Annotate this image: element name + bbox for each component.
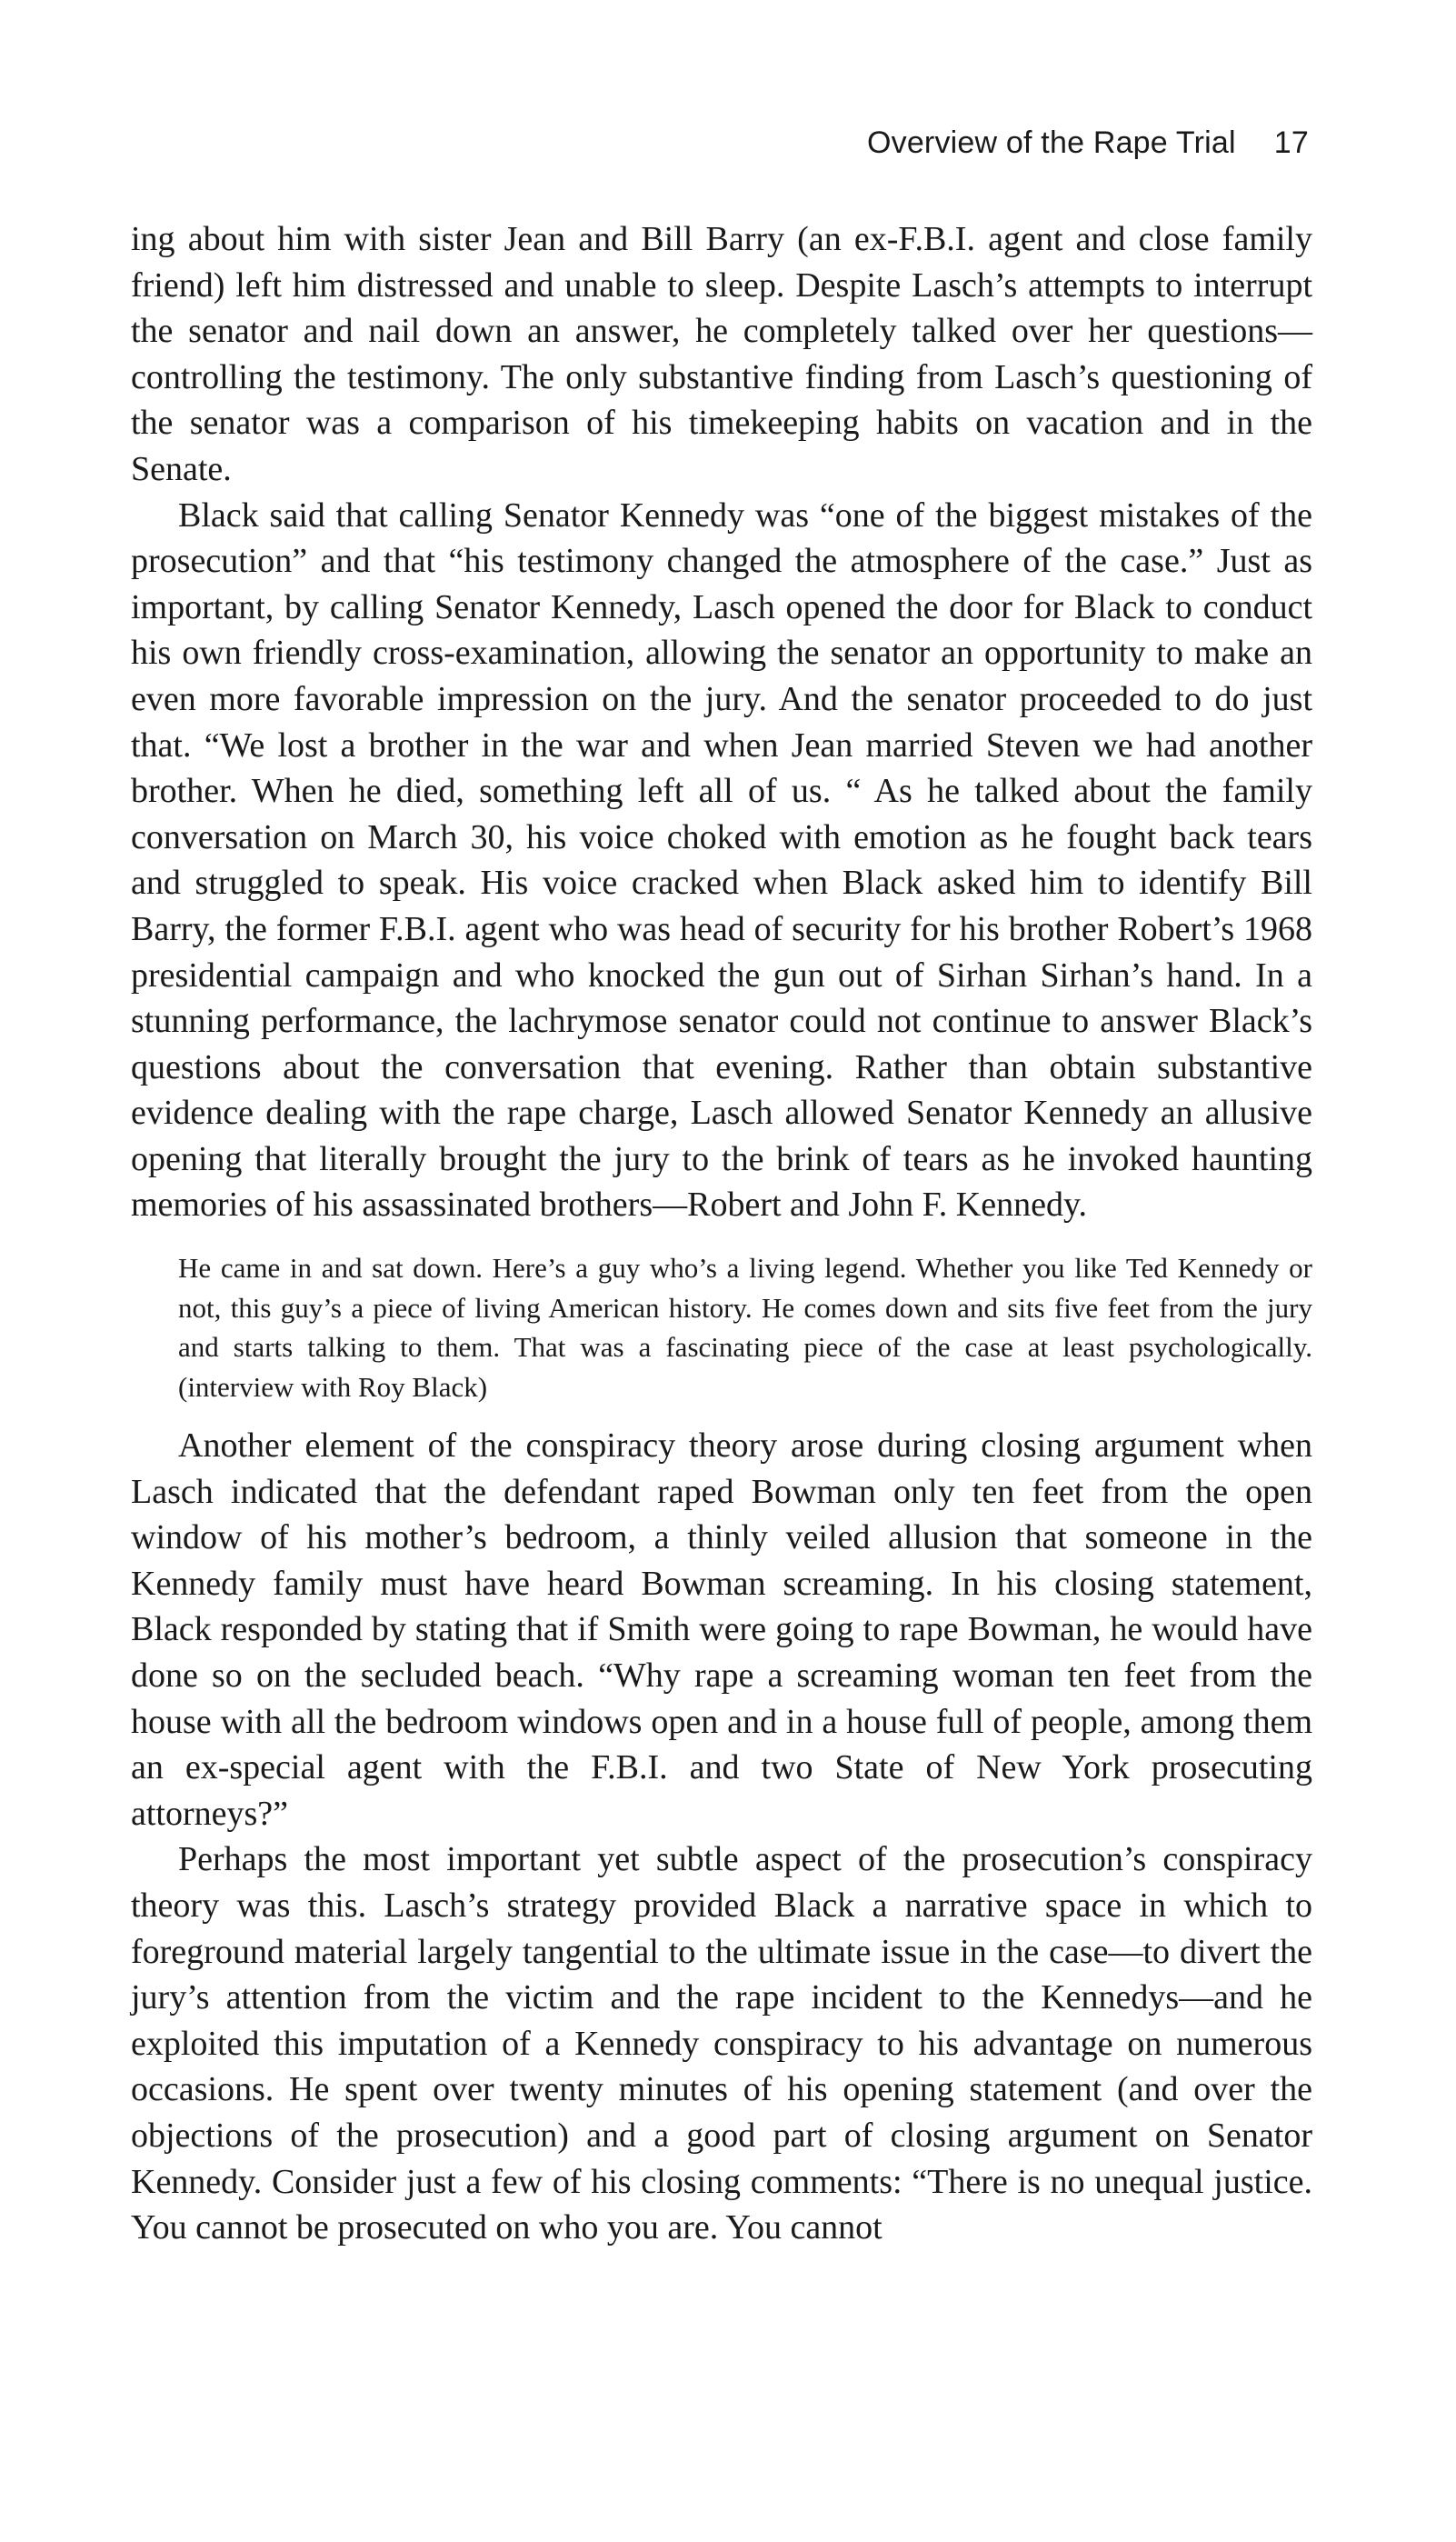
paragraph-conspiracy-theory: Perhaps the most important yet subtle aspect of the prosecution’s conspiracy theory was this. Lasch’s strategy provided Black a narrative space in which to foreground material largely tangential to the ultimate issue in the case—to divert the jury’s attention from the victim and the rape incident to the Kennedys—and he exploited this imputation of a Kennedy conspiracy to his advantage on numerous occasions. He spent over twenty minutes of his opening statement (and over the objections of the prosecution) and a good part of closing argument on Senator Kennedy. Consider just a few of his closing comments: “There is no unequal justice. You cannot be prosecuted on who you are. You cannot: [131, 1840, 1312, 2247]
paragraph-continued: ing about him with sister Jean and Bill Barry (an ex-F.B.I. agent and close family friend) left him distressed and unable to sleep. Despite Lasch’s attempts to interrupt the senator and nail down an answer, he completely talked over her questions—controlling the testimony. The only substantive finding from Lasch’s questioning of the senator was a comparison of his timekeeping habits on vacation and in the Senate.: [131, 220, 1312, 488]
running-head: [867, 125, 1309, 161]
running-head-title: Overview of the Rape Trial: [866, 125, 1236, 160]
body-text: [131, 216, 1312, 2251]
paragraph-black-testimony: Black said that calling Senator Kennedy was “one of the biggest mistakes of the prosecution” and that “his testimony changed the atmosphere of the case.” Just as important, by calling Senator Kennedy, Lasch opened the door for Black to conduct his own friendly cross-examination, allowing the senator an opportunity to make an even more favorable impression on the jury. And the senator proceeded to do just that. “We lost a brother in the war and when Jean married Steven we had another brother. When he died, something left all of us. “ As he talked about the family conversation on March 30, his voice choked with emotion as he fought back tears and struggled to speak. His voice cracked when Black asked him to identify Bill Barry, the former F.B.I. agent who was head of security for his brother Robert’s 1968 presidential campaign and who knocked the gun out of Sirhan Sirhan’s hand. In a stunning performance, the lachrymose senator could not continue to answer Black’s questions about the conversation that evening. Rather than obtain substantive evidence dealing with the rape charge, Lasch allowed Senator Kennedy an allusive opening that literally brought the jury to the brink of tears as he invoked haunting memories of his assassinated brothers—Robert and John F. Kennedy.: [131, 495, 1312, 1225]
page-number: 17: [1273, 125, 1309, 160]
block-quote-interview: He came in and sat down. Here’s a guy who’s a living legend. Whether you like Ted Kennedy or not, this guy’s a piece of living American history. He comes down and sits five feet from the jury and starts talking to them. That was a fascinating piece of the case at least psychologically. (interview with Roy Black): [178, 1252, 1312, 1403]
paragraph-conspiracy-element: Another element of the conspiracy theory arose during closing argument when Lasch indicated that the defendant raped Bowman only ten feet from the open window of his mother’s bedroom, a thinly veiled allusion that someone in the Kennedy family must have heard Bowman screaming. In his closing statement, Black responded by stating that if Smith were going to rape Bowman, he would have done so on the secluded beach. “Why rape a screaming woman ten feet from the house with all the bedroom windows open and in a house full of people, among them an ex-special agent with the F.B.I. and two State of New York prosecuting attorneys?”: [131, 1426, 1312, 1833]
